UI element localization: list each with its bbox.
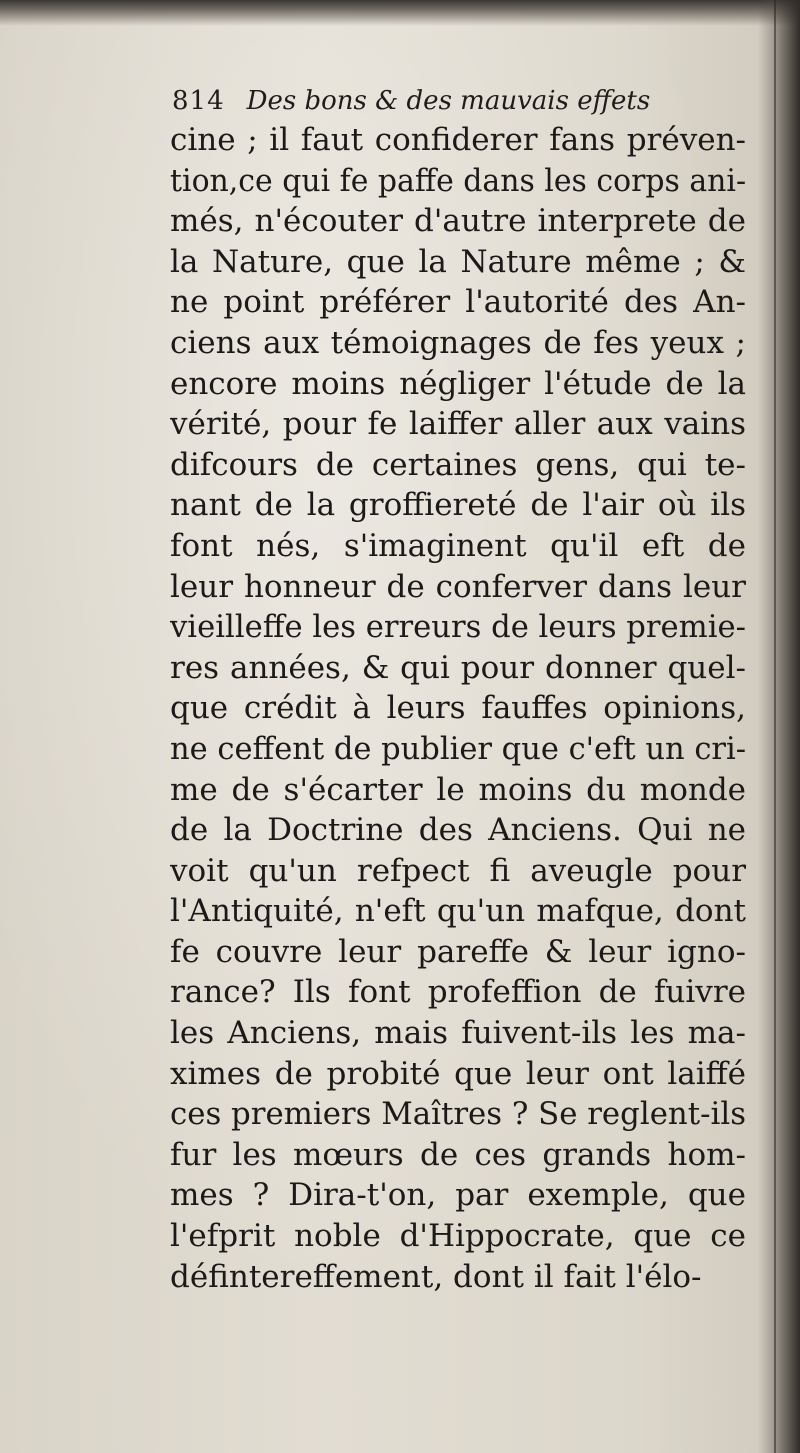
text-line: ciens aux témoignages de fes yeux ;: [170, 324, 746, 361]
text-line: rance? Ils font profeffion de fuivre: [170, 974, 746, 1011]
text-line: difcours de certaines gens, qui te-: [170, 446, 746, 483]
running-title: Des bons & des mauvais effets: [246, 86, 651, 116]
body-text: [170, 120, 746, 1297]
text-line: mes ? Dira-t'on, par exemple, que: [170, 1177, 746, 1214]
text-line: que crédit à leurs fauffes opinions,: [170, 690, 746, 727]
page-edge-line: [774, 0, 776, 1453]
page-binding-edge: [758, 0, 800, 1453]
text-line: vérité, pour fe laiffer aller aux vains: [170, 406, 746, 443]
text-line: l'Antiquité, n'eft qu'un mafque, dont: [170, 893, 746, 930]
text-line: ces premiers Maîtres ? Se reglent-ils: [170, 1096, 746, 1133]
text-line: font nés, s'imaginent qu'il eft de: [170, 527, 746, 564]
text-line: leur honneur de conferver dans leur: [170, 568, 746, 605]
text-line: voit qu'un refpect fi aveugle pour: [170, 852, 746, 889]
text-line: fe couvre leur pareffe & leur igno-: [170, 933, 746, 970]
text-line: fur les mœurs de ces grands hom-: [170, 1136, 746, 1173]
text-line: de la Doctrine des Anciens. Qui ne: [170, 812, 746, 849]
text-line: me de s'écarter le moins du monde: [170, 771, 746, 808]
text-line: nant de la groffiereté de l'air où ils: [170, 487, 746, 524]
text-line: ne point préférer l'autorité des An-: [170, 284, 746, 321]
text-line: tion,ce qui fe paffe dans les corps ani-: [170, 162, 746, 199]
text-line: l'efprit noble d'Hippocrate, que ce: [170, 1218, 746, 1255]
text-line: res années, & qui pour donner quel-: [170, 649, 746, 686]
text-line: encore moins négliger l'étude de la: [170, 365, 746, 402]
page-number: 814: [172, 86, 225, 116]
text-line: la Nature, que la Nature même ; &: [170, 243, 746, 280]
text-line: ximes de probité que leur ont laiffé: [170, 1055, 746, 1092]
text-line: les Anciens, mais fuivent-ils les ma-: [170, 1015, 746, 1052]
top-edge-shadow: [0, 0, 800, 26]
text-line: cine ; il faut confiderer fans préven-: [170, 122, 746, 158]
text-line: défintereffement, dont il fait l'élo-: [170, 1258, 702, 1295]
text-line: vieilleffe les erreurs de leurs premie-: [170, 609, 746, 646]
text-line: ne ceffent de publier que c'eft un cri-: [170, 730, 746, 767]
text-line: més, n'écouter d'autre interprete de: [170, 203, 746, 240]
